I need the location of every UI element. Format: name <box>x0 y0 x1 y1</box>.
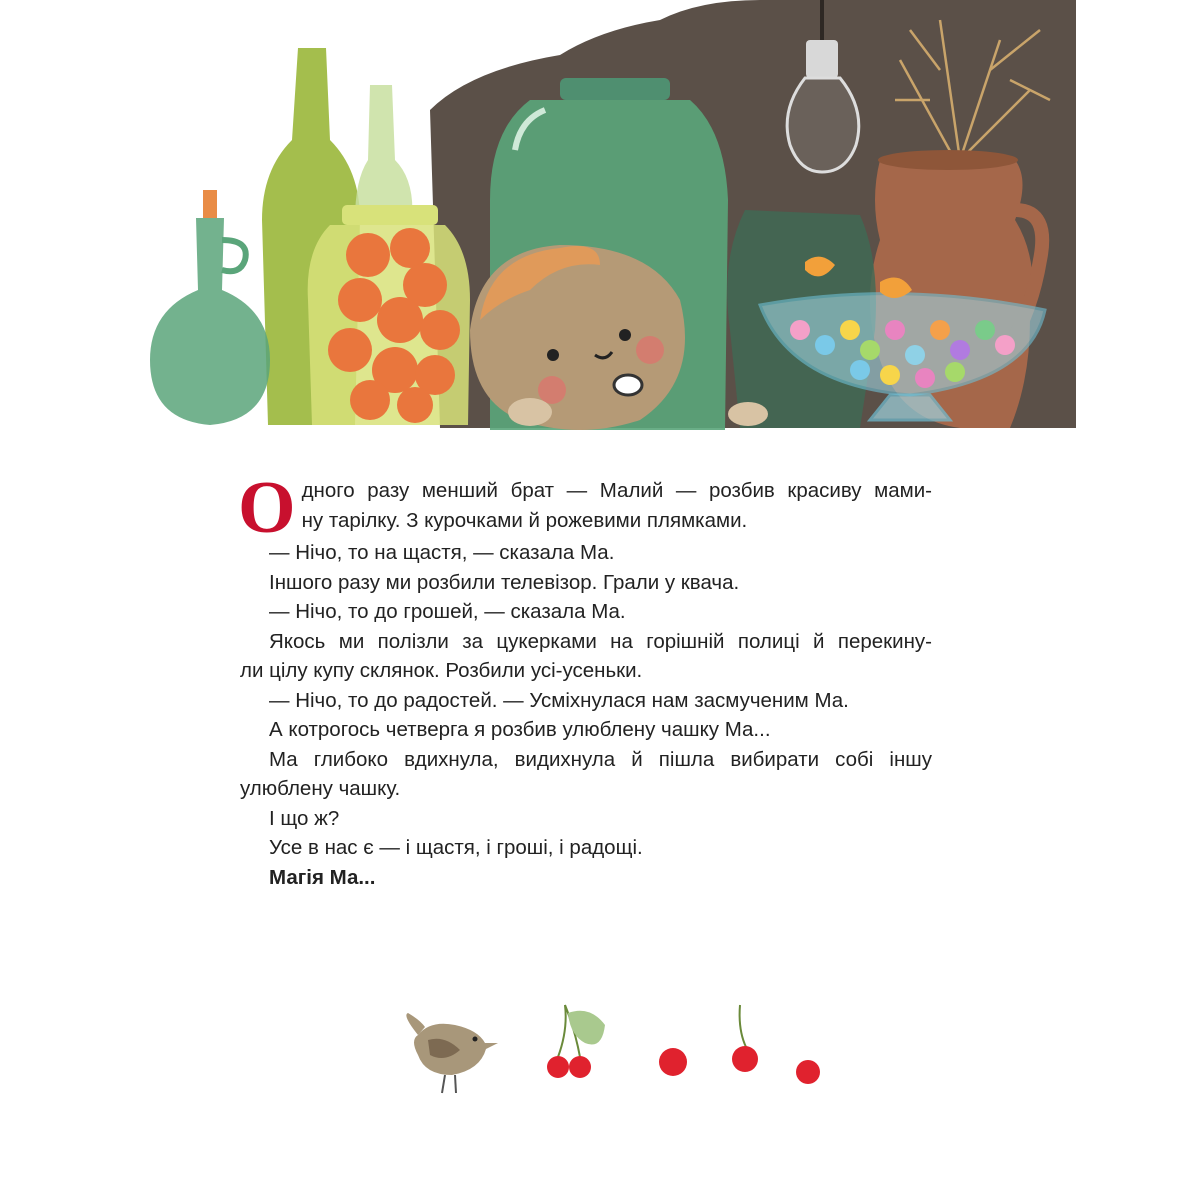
pantry-illustration <box>0 0 1200 450</box>
paragraph-8-line-1: Ма глибоко вдихнула, видихнула й пішла вибирати собі іншу <box>269 747 932 771</box>
glass-carafe-icon <box>150 190 270 425</box>
bird-icon <box>406 1013 498 1093</box>
cherry-with-stem-icon <box>732 1005 758 1072</box>
pickled-tomato-jar-icon <box>308 205 470 425</box>
hand-left <box>508 398 552 426</box>
paragraph-2: — Нічо, то на щастя, — сказала Ма. <box>269 541 615 564</box>
paragraph-5-line-2: ли цілу купу склянок. Розбили усі-усеньки. <box>240 659 643 682</box>
paragraph-8-line-2: улюблену чашку. <box>240 777 401 800</box>
story-text <box>238 467 932 892</box>
paragraph-1-line-1: дного разу менший брат — Малий — розбив красиву мами- <box>301 479 932 502</box>
cherry-icon <box>659 1048 687 1076</box>
paragraph-10: Усе в нас є — і щастя, і гроші, і радощі. <box>269 836 643 859</box>
paragraph-9: І що ж? <box>269 806 340 830</box>
paragraph-5-line-1: Якось ми полізли за цукерками на горішній полиці й перекину- <box>269 629 932 653</box>
drop-cap: О <box>238 467 296 549</box>
paragraph-7: А котрогось четверга я розбив улюблену чашку Ма... <box>269 718 771 741</box>
cherry-pair-icon <box>547 1005 605 1078</box>
paragraph-3: Іншого разу ми розбили телевізор. Грали у квача. <box>269 570 740 594</box>
closing-line: Магія Ма... <box>269 865 376 889</box>
small-bottle <box>355 85 412 220</box>
footer-decoration <box>390 995 850 1105</box>
paragraph-6: — Нічо, то до радостей. — Усміхнулася нам засмученим Ма. <box>269 688 849 712</box>
paragraph-1-line-2: ну тарілку. З курочками й рожевими плямками. <box>301 508 748 532</box>
child-face-icon <box>470 245 685 430</box>
cherry-small-icon <box>796 1060 820 1084</box>
hand-right <box>728 402 768 426</box>
paragraph-4: — Нічо, то до грошей, — сказала Ма. <box>269 600 626 623</box>
